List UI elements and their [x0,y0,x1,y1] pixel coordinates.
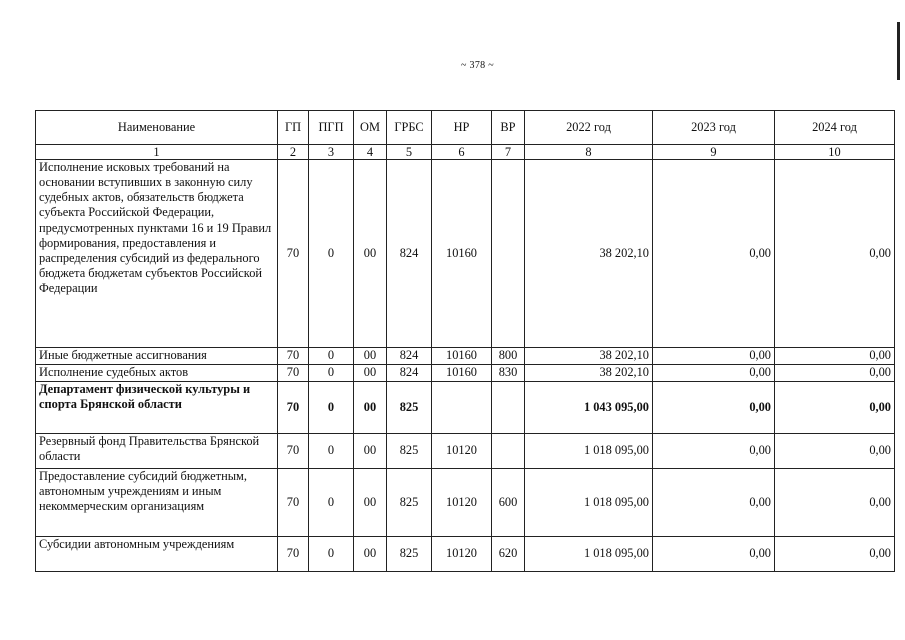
amount-2024-cell: 0,00 [775,434,895,469]
header-cell: Наименование [36,111,278,145]
header-cell: 2024 год [775,111,895,145]
gp-cell: 70 [278,537,309,572]
vr-cell: 800 [492,348,525,365]
budget-table [35,110,895,572]
table-row [36,469,895,537]
grbs-cell: 825 [387,434,432,469]
page-number: ~ 378 ~ [461,60,494,71]
gp-cell: 70 [278,365,309,382]
om-cell: 00 [354,160,387,348]
grbs-cell: 825 [387,469,432,537]
column-number: 7 [492,145,525,160]
header-cell: 2023 год [653,111,775,145]
amount-2023-cell: 0,00 [653,160,775,348]
pgp-cell: 0 [309,348,354,365]
gp-cell: 70 [278,434,309,469]
om-cell: 00 [354,434,387,469]
header-row [36,111,895,145]
amount-2024-cell: 0,00 [775,469,895,537]
vr-cell [492,382,525,434]
nr-cell: 10120 [432,469,492,537]
vr-cell [492,160,525,348]
pgp-cell: 0 [309,365,354,382]
nr-cell: 10120 [432,434,492,469]
pgp-cell: 0 [309,469,354,537]
amount-2022-cell: 1 018 095,00 [525,469,653,537]
vr-cell [492,434,525,469]
amount-2022-cell: 1 018 095,00 [525,434,653,469]
amount-2022-cell: 38 202,10 [525,348,653,365]
scan-edge-mark [897,22,900,80]
om-cell: 00 [354,537,387,572]
column-number: 5 [387,145,432,160]
row-name: Исполнение судебных актов [36,365,278,382]
gp-cell: 70 [278,160,309,348]
om-cell: 00 [354,365,387,382]
pgp-cell: 0 [309,434,354,469]
gp-cell: 70 [278,382,309,434]
pgp-cell: 0 [309,160,354,348]
column-number: 3 [309,145,354,160]
amount-2023-cell: 0,00 [653,469,775,537]
amount-2023-cell: 0,00 [653,537,775,572]
header-cell: ВР [492,111,525,145]
om-cell: 00 [354,469,387,537]
header-cell: НР [432,111,492,145]
grbs-cell: 824 [387,365,432,382]
om-cell: 00 [354,382,387,434]
table-row-department [36,382,895,434]
column-number: 9 [653,145,775,160]
row-name: Резервный фонд Правительства Брянской области [36,434,278,469]
grbs-cell: 824 [387,348,432,365]
amount-2024-cell: 0,00 [775,160,895,348]
vr-cell: 830 [492,365,525,382]
nr-cell [432,382,492,434]
table-row [36,434,895,469]
amount-2022-cell: 1 018 095,00 [525,537,653,572]
column-number: 6 [432,145,492,160]
amount-2023-cell: 0,00 [653,348,775,365]
header-cell: ГП [278,111,309,145]
row-name: Субсидии автономным учреждениям [36,537,278,572]
grbs-cell: 825 [387,537,432,572]
column-number: 10 [775,145,895,160]
amount-2022-cell: 38 202,10 [525,365,653,382]
grbs-cell: 825 [387,382,432,434]
gp-cell: 70 [278,348,309,365]
amount-2024-cell: 0,00 [775,382,895,434]
vr-cell: 600 [492,469,525,537]
pgp-cell: 0 [309,537,354,572]
row-name: Исполнение исковых требований на основании вступивших в законную силу судебных актов, обязательств бюджета субъекта Российской Федерации, предусмотренных пунктами 16 и 19 Правил формирования, предоставления и распределения субсидий из федерального бюджета бюджетам субъектов Российской Федерации [36,160,278,348]
nr-cell: 10160 [432,365,492,382]
column-number-row [36,145,895,160]
table-row [36,348,895,365]
row-name: Иные бюджетные ассигнования [36,348,278,365]
row-name: Предоставление субсидий бюджетным, автономным учреждениям и иным некоммерческим организациям [36,469,278,537]
amount-2023-cell: 0,00 [653,382,775,434]
header-cell: ПГП [309,111,354,145]
nr-cell: 10160 [432,348,492,365]
header-cell: 2022 год [525,111,653,145]
header-cell: ОМ [354,111,387,145]
nr-cell: 10120 [432,537,492,572]
header-cell: ГРБС [387,111,432,145]
amount-2024-cell: 0,00 [775,365,895,382]
row-name: Департамент физической культуры и спорта Брянской области [36,382,278,434]
grbs-cell: 824 [387,160,432,348]
amount-2022-cell: 1 043 095,00 [525,382,653,434]
column-number: 4 [354,145,387,160]
pgp-cell: 0 [309,382,354,434]
nr-cell: 10160 [432,160,492,348]
gp-cell: 70 [278,469,309,537]
om-cell: 00 [354,348,387,365]
column-number: 8 [525,145,653,160]
amount-2023-cell: 0,00 [653,365,775,382]
column-number: 1 [36,145,278,160]
table-row [36,537,895,572]
vr-cell: 620 [492,537,525,572]
table-row [36,160,895,348]
amount-2023-cell: 0,00 [653,434,775,469]
table-row [36,365,895,382]
amount-2024-cell: 0,00 [775,537,895,572]
column-number: 2 [278,145,309,160]
amount-2024-cell: 0,00 [775,348,895,365]
amount-2022-cell: 38 202,10 [525,160,653,348]
